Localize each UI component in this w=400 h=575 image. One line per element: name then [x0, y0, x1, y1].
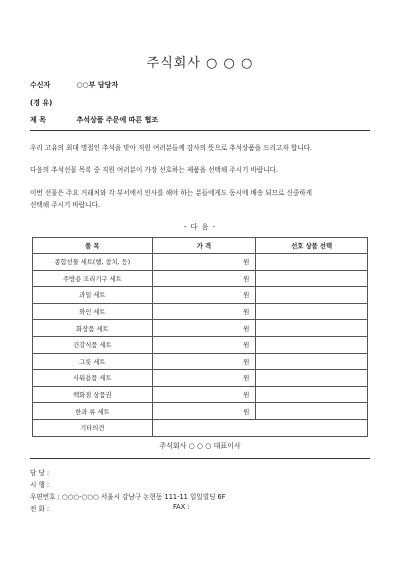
- item-name: 사워용품 세트: [33, 370, 153, 387]
- item-name: 종합선물 세트(햄, 참치, 등): [33, 254, 153, 271]
- page-title: 주식회사 ○ ○ ○: [146, 56, 254, 71]
- choice-cell[interactable]: [256, 336, 368, 353]
- choice-cell[interactable]: [256, 320, 368, 337]
- execution-label: 시 행 :: [30, 481, 50, 489]
- body-paragraph-1: 우리 고유의 최대 명절인 추석을 맞아 직원 여러분들께 감사의 뜻으로 추석상품을 드리고자 합니다.: [30, 144, 313, 152]
- item-name: 백화점 상품권: [33, 386, 153, 403]
- header-divider: [30, 130, 370, 131]
- price-cell[interactable]: 원: [152, 403, 256, 420]
- price-cell[interactable]: 원: [152, 254, 256, 271]
- table-row: [33, 336, 368, 353]
- price-cell[interactable]: 원: [152, 386, 256, 403]
- recipient-value: ○○부 담당자: [76, 81, 119, 89]
- footer-address: [30, 491, 226, 501]
- manager-label: 담 당 :: [30, 469, 50, 477]
- price-cell[interactable]: 원: [152, 287, 256, 304]
- item-name: 기타의견: [33, 419, 153, 436]
- body-paragraph-3-line-2: 선택해 주시기 바랍니다.: [30, 201, 100, 209]
- table-row: [33, 403, 368, 420]
- signature-line: 주식회사 ○ ○ ○ 대표이사: [159, 442, 241, 450]
- price-cell[interactable]: 원: [152, 336, 256, 353]
- item-name: 와인 세트: [33, 303, 153, 320]
- footer-divider: [30, 458, 370, 459]
- choice-cell[interactable]: [256, 386, 368, 403]
- table-row: [33, 287, 368, 304]
- price-cell[interactable]: 원: [152, 370, 256, 387]
- choice-cell[interactable]: [256, 403, 368, 420]
- header-choice: 선호 상품 선택: [256, 238, 368, 254]
- recipient-line: [30, 80, 118, 90]
- choice-cell[interactable]: [256, 254, 368, 271]
- table-row: [33, 270, 368, 287]
- other-opinion-cell[interactable]: [152, 419, 367, 436]
- choice-cell[interactable]: [256, 287, 368, 304]
- price-cell[interactable]: 원: [152, 320, 256, 337]
- item-name: 화장품 세트: [33, 320, 153, 337]
- price-cell[interactable]: 원: [152, 353, 256, 370]
- item-name: 한과 류 세트: [33, 403, 153, 420]
- item-name: 주방용 조리기구 세트: [33, 270, 153, 287]
- body-paragraph-2: 다음의 추석선물 목록 중 직원 여러분이 가장 선호하는 제품을 선택해 주시기 바랍니다.: [30, 166, 279, 174]
- address-value: ○○○-○○○ 서울시 강남구 논현동 111-11 일일빌딩 6F: [61, 493, 226, 501]
- item-name: 건강식품 세트: [33, 336, 153, 353]
- header-price: 가 격: [152, 238, 256, 254]
- header-item: 품 목: [33, 238, 153, 254]
- footer-manager: [30, 467, 60, 477]
- table-row-other: [33, 419, 368, 436]
- table-row: [33, 353, 368, 370]
- price-cell[interactable]: 원: [152, 270, 256, 287]
- table-row: [33, 303, 368, 320]
- choice-cell[interactable]: [256, 270, 368, 287]
- table-row: [33, 370, 368, 387]
- subject-line: [30, 115, 158, 125]
- recipient-label: 수신자: [30, 81, 51, 89]
- via-label: (경 유): [30, 99, 53, 107]
- phone-label: 전 화 :: [30, 505, 50, 513]
- section-heading: - 다 음 -: [183, 223, 217, 231]
- choice-cell[interactable]: [256, 370, 368, 387]
- body-paragraph-3-line-1: 이번 선물은 주요 거래처와 각 부서에서 인사를 해야 하는 분들에게도 동시에 배송 되므로 신중하게: [30, 189, 313, 197]
- table-row: [33, 254, 368, 271]
- footer-execution: [30, 479, 60, 489]
- table-row: [33, 320, 368, 337]
- item-table: [32, 237, 368, 437]
- subject-label: 제 목: [30, 116, 46, 124]
- choice-cell[interactable]: [256, 303, 368, 320]
- choice-cell[interactable]: [256, 353, 368, 370]
- item-name: 과일 세트: [33, 287, 153, 304]
- fax-label: FAX :: [173, 503, 190, 511]
- item-name: 그릇 세트: [33, 353, 153, 370]
- address-label: 우편번호 :: [30, 493, 60, 501]
- subject-value: 추석상품 주문에 따른 협조: [76, 116, 159, 124]
- footer-contact: [30, 503, 370, 513]
- via-line: [30, 98, 52, 108]
- table-header-row: [33, 238, 368, 254]
- table-row: [33, 386, 368, 403]
- price-cell[interactable]: 원: [152, 303, 256, 320]
